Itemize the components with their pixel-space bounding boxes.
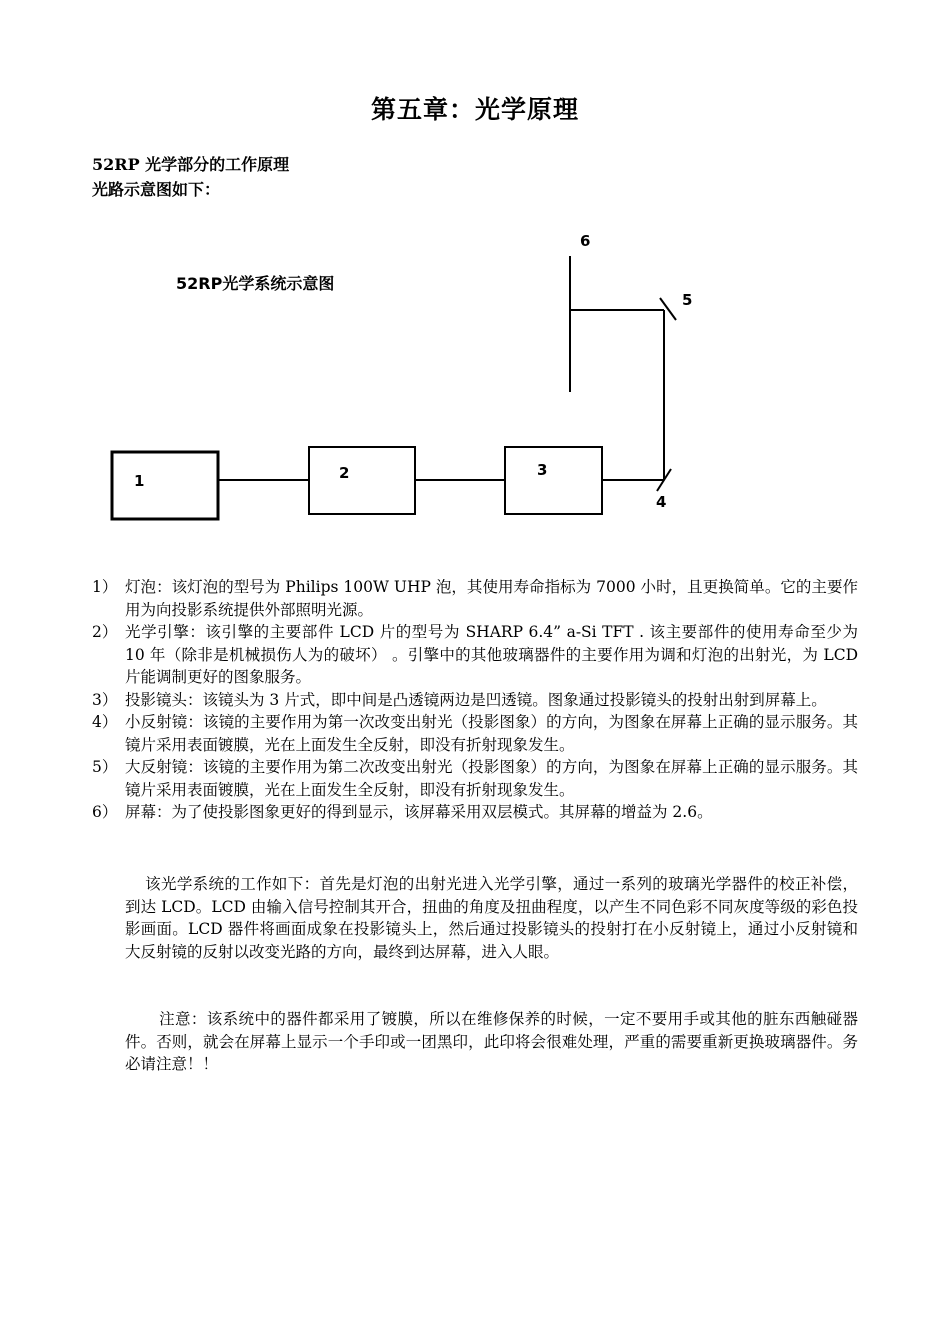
- section-heading: 52RP 光学部分的工作原理: [92, 155, 290, 174]
- working-principle-paragraph: 该光学系统的工作如下：首先是灯泡的出射光进入光学引擎，通过一系列的玻璃光学器件的校正补偿，到达 LCD。LCD 由输入信号控制其开合，扭曲的角度及扭曲程度，以产生不同色彩不同灰度等级的彩色投影画面。LCD 器件将画面成象在投影镜头上，然后通过投影镜头的投射打在小反射镜上，通过小反射镜和大反射镜的反射以改变光路的方向，最终到达屏幕，进入人眼。: [125, 875, 858, 961]
- label-5: 5: [682, 291, 693, 309]
- list-text: 大反射镜：该镜的主要作用为第二次改变出射光（投影图象）的方向，为图象在屏幕上正确的显示服务。其镜片采用表面镀膜，光在上面发生全反射，即没有折射现象发生。: [125, 758, 858, 799]
- list-index: 2）: [92, 623, 118, 641]
- page-title: 第五章：光学原理: [370, 95, 579, 124]
- list-index: 1）: [92, 578, 118, 596]
- list-index: 3）: [92, 690, 118, 709]
- label-4: 4: [656, 493, 667, 511]
- label-6: 6: [580, 232, 591, 250]
- list-index: 5）: [92, 758, 118, 776]
- list-item: [92, 711, 858, 756]
- list-text: 光学引擎：该引擎的主要部件 LCD 片的型号为 SHARP 6.4” a-Si TFT . 该主要部件的使用寿命至少为 10 年（除非是机械损伤人为的破坏） 。引擎中的其他玻璃器件的主要作用为调和灯泡的出射光，为 LCD 片能调制更好的图象服务。: [125, 623, 858, 686]
- list-item: [92, 621, 858, 689]
- list-text: 灯泡：该灯泡的型号为 Philips 100W UHP 泡，其使用寿命指标为 7000 小时，且更换简单。它的主要作用为向投影系统提供外部照明光源。: [125, 578, 858, 619]
- list-item: [92, 689, 858, 712]
- list-item: [92, 576, 858, 621]
- optical-path-diagram: [0, 0, 950, 560]
- list-text: 屏幕：为了使投影图象更好的得到显示，该屏幕采用双层模式。其屏幕的增益为 2.6。: [125, 803, 713, 821]
- list-index: 4）: [92, 713, 118, 731]
- label-2: 2: [339, 464, 350, 482]
- list-index: 6）: [92, 803, 118, 821]
- label-1: 1: [134, 472, 145, 490]
- label-3: 3: [537, 461, 548, 479]
- list-item: [92, 756, 858, 801]
- list-text: 投影镜头：该镜头为 3 片式，即中间是凸透镜两边是凹透镜。图象通过投影镜头的投射出射到屏幕上。: [125, 690, 827, 709]
- list-item: [92, 801, 858, 824]
- lens-box: [505, 447, 602, 514]
- diagram-intro: 光路示意图如下：: [92, 180, 221, 199]
- engine-box: [309, 447, 415, 514]
- list-text: 小反射镜：该镜的主要作用为第一次改变出射光（投影图象）的方向，为图象在屏幕上正确的显示服务。其镜片采用表面镀膜，光在上面发生全反射，即没有折射现象发生。: [125, 713, 858, 754]
- caution-paragraph: 注意：该系统中的器件都采用了镀膜，所以在维修保养的时候，一定不要用手或其他的脏东西触碰器件。否则，就会在屏幕上显示一个手印或一团黑印，此印将会很难处理，严重的需要重新更换玻璃器件。务必请注意！！: [125, 1010, 858, 1073]
- component-list: [92, 576, 858, 824]
- diagram-title: 52RP光学系统示意图: [176, 274, 335, 293]
- lamp-box: [112, 452, 218, 519]
